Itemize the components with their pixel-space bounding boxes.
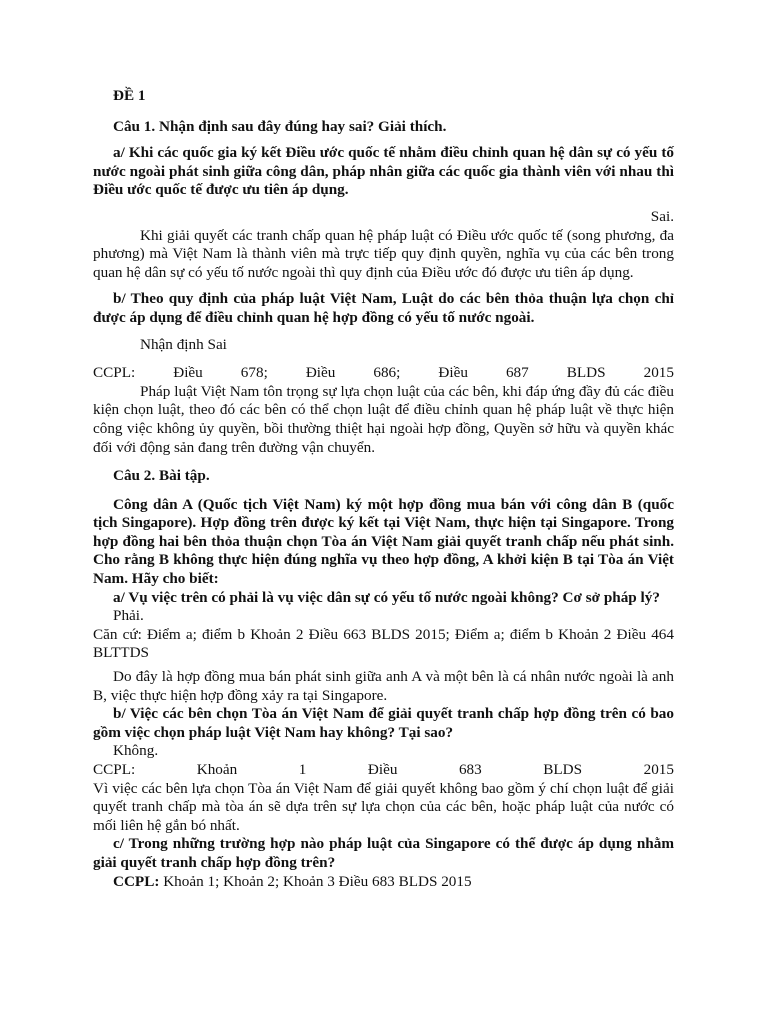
cau1-a-verdict: Sai. [650, 207, 674, 225]
cau2-a-explanation: Do đây là hợp đồng mua bán phát sinh giữa anh A và một bên là cá nhân nước ngoài là anh B, việc thực hiện hợp đồng xảy ra tại Singapore. [93, 668, 674, 704]
cau1-a-explanation: Khi giải quyết các tranh chấp quan hệ pháp luật có Điều ước quốc tế (song phương, đa phương) mà Việt Nam là thành viên mà trực tiếp quy định quyền, nghĩa vụ của các bên trong quan hệ dân sự có yếu tố nước ngoài thì quy định của Điều ước đó được ưu tiên áp dụng. [93, 226, 674, 281]
cau1-b-question: b/ Theo quy định của pháp luật Việt Nam, Luật do các bên thỏa thuận lựa chọn chỉ được áp dụng để điều chỉnh quan hệ hợp đồng có yếu tố nước ngoài. [93, 290, 674, 326]
cau2-b-question: b/ Việc các bên chọn Tòa án Việt Nam để giải quyết tranh chấp hợp đồng trên có bao gồm việc chọn pháp luật Việt Nam hay không? Tại sao? [93, 705, 674, 741]
cau2-b-ccpl: CCPL: Khoản 1 Điều 683 BLDS 2015 [93, 761, 674, 778]
exam-title: ĐỀ 1 [113, 87, 146, 104]
cau1-heading: Câu 1. Nhận định sau đây đúng hay sai? Giải thích. [113, 117, 447, 135]
cau2-a-question: a/ Vụ việc trên có phải là vụ việc dân sự có yếu tố nước ngoài không? Cơ sở pháp lý? [113, 588, 660, 606]
cau1-a-question: a/ Khi các quốc gia ký kết Điều ước quốc tế nhằm điều chỉnh quan hệ dân sự có yếu tố nước ngoài phát sinh giữa công dân, pháp nhân giữa các quốc gia thành viên với nhau thì Điều ước quốc tế được ưu tiên áp dụng. [93, 144, 674, 199]
cau2-scenario: Công dân A (Quốc tịch Việt Nam) ký một hợp đồng mua bán với công dân B (quốc tịch Singapore). Hợp đồng trên được ký kết tại Việt Nam, thực hiện tại Singapore. Trong hợp đồng hai bên thỏa thuận chọn Tòa án Việt Nam giải quyết tranh chấp nếu phát sinh. Cho rằng B không thực hiện đúng nghĩa vụ theo hợp đồng, A khởi kiện B tại Tòa án Việt Nam. Hãy cho biết: [93, 495, 674, 588]
cau2-heading: Câu 2. Bài tập. [113, 467, 210, 485]
cau2-a-answer: Phải. [113, 607, 144, 625]
document-body [93, 87, 674, 891]
cau2-c-question: c/ Trong những trường hợp nào pháp luật của Singapore có thể được áp dụng nhằm giải quyết tranh chấp hợp đồng trên? [93, 835, 674, 871]
cau2-c-ccpl [93, 873, 674, 892]
cau1-b-explanation: Pháp luật Việt Nam tôn trọng sự lựa chọn luật của các bên, khi đáp ứng đầy đủ các điều kiện chọn luật, theo đó các bên có thể chọn luật để điều chỉnh quan hệ pháp luật về thực hiện công việc không ủy quyền, bồi thường thiệt hại ngoài hợp đồng, Quyền sở hữu và quyền khác đối với động sản đang trên đường vận chuyển. [93, 382, 674, 456]
cau2-c-ccpl-label: CCPL: [113, 872, 160, 890]
cau2-b-explanation: Vì việc các bên lựa chọn Tòa án Việt Nam để giải quyết không bao gồm ý chí chọn luật để giải quyết tranh chấp mà tòa án sẽ dựa trên sự lựa chọn của các bên, hoặc pháp luật của nước có mối liên hệ gắn bó nhất. [93, 779, 674, 834]
cau2-b-answer: Không. [113, 742, 159, 760]
cau1-b-ccpl: CCPL: Điều 678; Điều 686; Điều 687 BLDS 2015 [93, 364, 674, 382]
cau2-a-basis: Căn cứ: Điểm a; điểm b Khoản 2 Điều 663 BLDS 2015; Điểm a; điểm b Khoản 2 Điều 464 BLTTDS [93, 625, 674, 662]
cau2-c-ccpl-text: Khoản 1; Khoản 2; Khoản 3 Điều 683 BLDS 2015 [159, 872, 472, 890]
cau1-b-verdict: Nhận định Sai [140, 335, 227, 353]
